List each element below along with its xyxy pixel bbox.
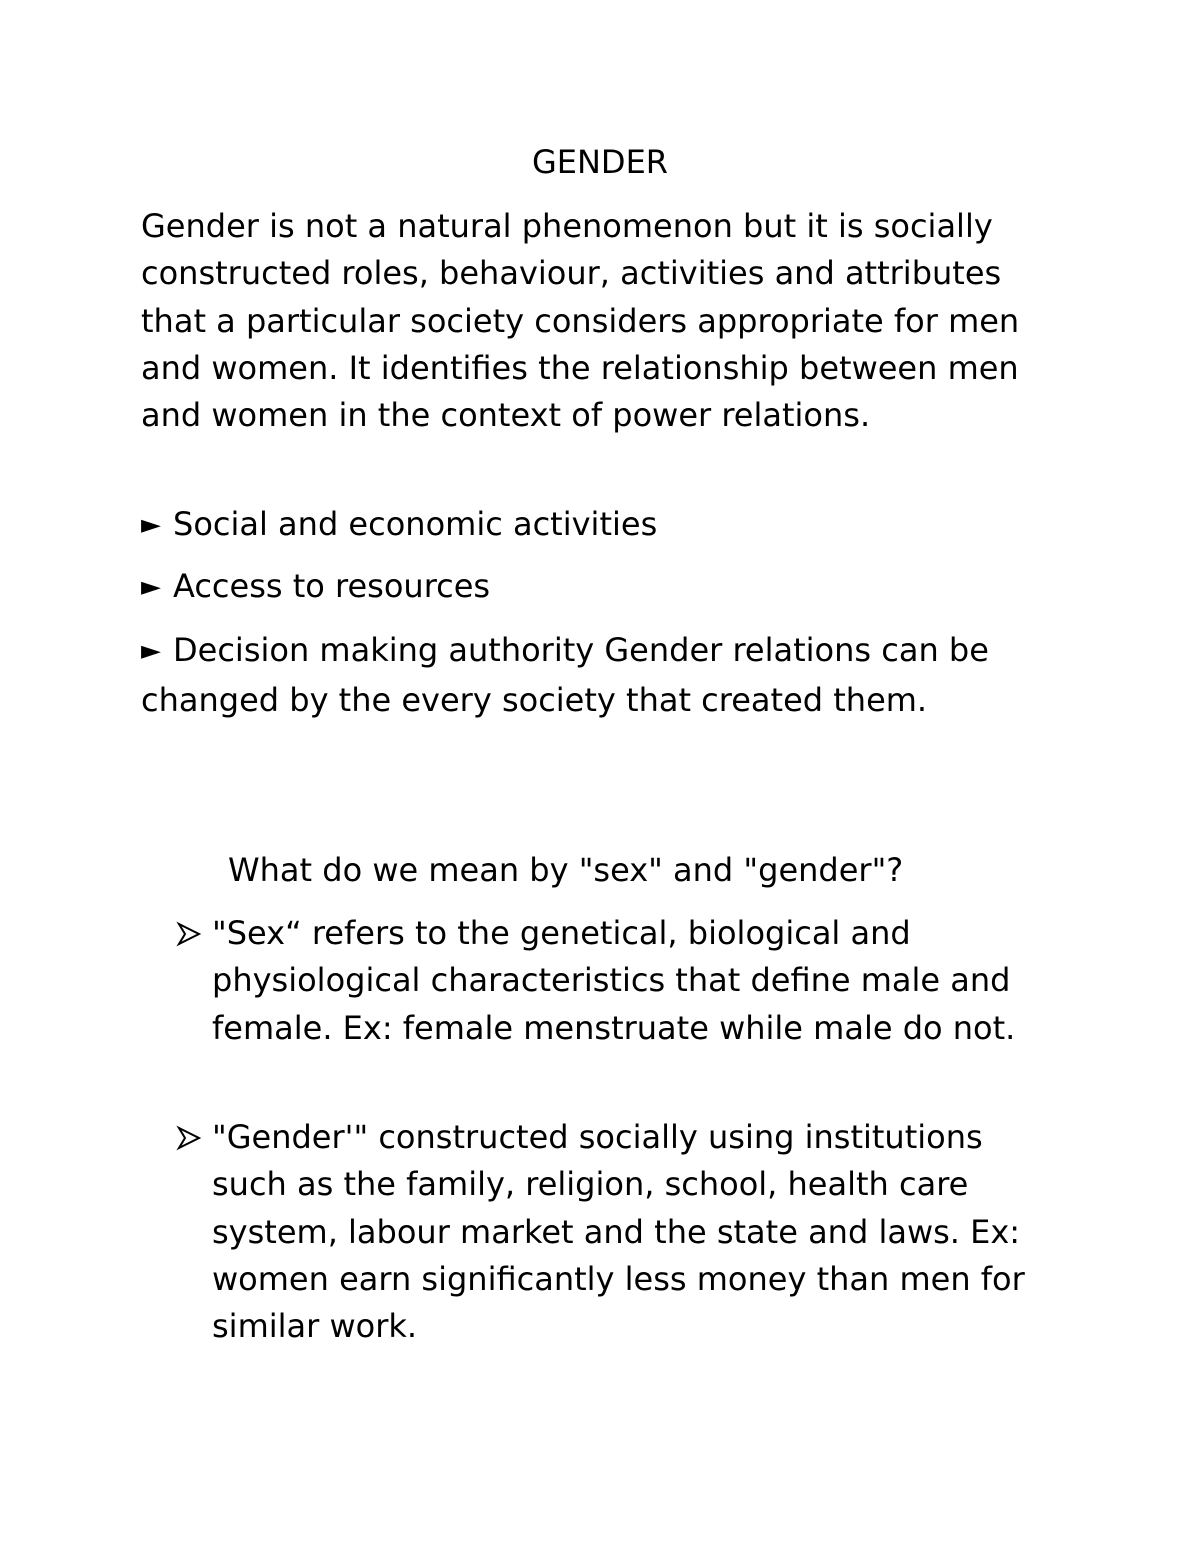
triangle-bullet-icon: ► [141, 510, 161, 540]
definition-item [176, 1114, 1066, 1350]
bullet-item-text: Decision making authority Gender relations can be changed by the every society that created them. [141, 631, 989, 720]
triangle-bullet-icon: ► [141, 636, 161, 666]
page-title: GENDER [531, 143, 669, 181]
intro-paragraph: Gender is not a natural phenomenon but it is socially constructed roles, behaviour, activities and attributes that a particular society considers appropriate for men and women. It identifies the relationship between men and women in the context of power relations. [141, 207, 1020, 435]
triangle-bullet-icon: ► [141, 572, 161, 602]
bullet-item-text: Social and economic activities [173, 505, 658, 543]
bullet-item [141, 627, 1071, 725]
arrowhead-checkmark-icon [176, 1125, 202, 1151]
definition-text: "Sex“ refers to the genetical, biological and physiological characteristics that define male and female. Ex: female menstruate while male do not. [212, 914, 1016, 1047]
bullet-item [141, 563, 1071, 613]
section-subheading: What do we mean by "sex" and "gender"? [228, 851, 904, 889]
definition-text: "Gender'" constructed socially using institutions such as the family, religion, school, health care system, labour market and the state and laws. Ex: women earn significantly less money than men for similar work. [212, 1118, 1025, 1346]
definition-item [176, 910, 1066, 1052]
arrowhead-checkmark-icon [176, 921, 202, 947]
bullet-item [141, 501, 1071, 551]
bullet-item-text: Access to resources [173, 567, 491, 605]
